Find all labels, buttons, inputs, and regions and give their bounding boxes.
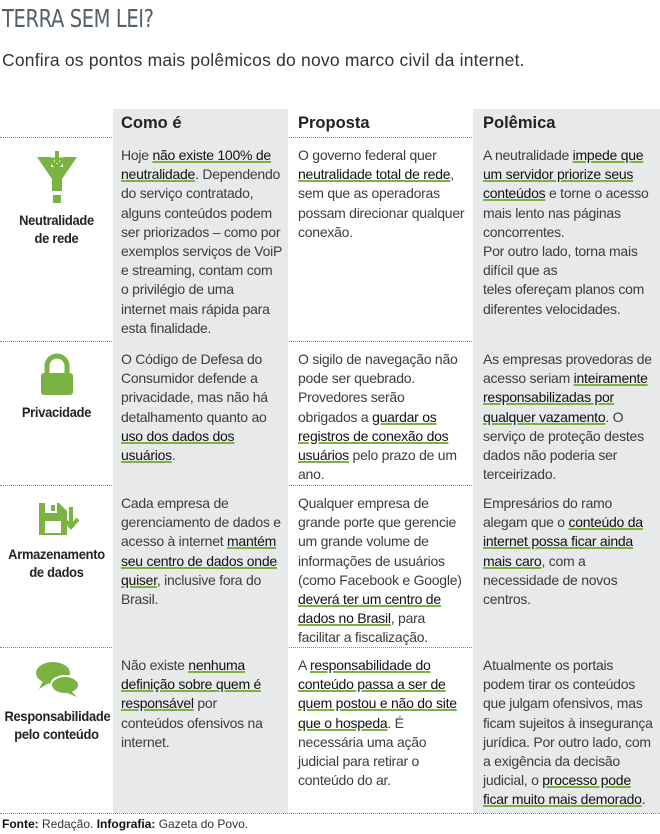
- category-label: pelo conteúdo: [14, 726, 99, 742]
- cell-proposta: [292, 647, 469, 813]
- cell-proposta: [292, 137, 469, 341]
- category-armazenamento: [0, 499, 113, 581]
- highlighted-text: inteiramente responsabilizadas por qualquer vazamento: [483, 370, 648, 425]
- highlighted-text: uso dos dados dos usuários: [121, 427, 235, 464]
- cell-text: pelo prazo de um ano.: [298, 447, 457, 483]
- table-row-responsabilidade: [0, 647, 660, 813]
- highlighted-text: nenhuma definição sobre quem é responsável: [121, 657, 262, 712]
- cell-como-e: [113, 341, 288, 485]
- column-header-como-e: Como é: [113, 109, 288, 137]
- cell-polemica: [473, 137, 660, 341]
- cell-text: A neutralidade: [483, 147, 573, 163]
- category-label: de rede: [34, 230, 79, 246]
- cell-text: Atualmente os portais podem tirar os conteúdos que julgam ofensivos, mas ficam sujeitos à insegurança jurídica. Por outro lado, com a exigência da decisão judicial, o: [483, 657, 653, 789]
- highlighted-text: guardar os registros de conexão dos usuários: [298, 408, 449, 464]
- column-header-polemica: Polêmica: [473, 109, 660, 137]
- category-label: Armazenamento: [8, 546, 105, 562]
- cell-text: O sigilo de navegação não pode ser quebrado. Provedores serão obrigados a: [298, 351, 458, 425]
- cell-text: . O serviço de proteção destes dados não poderia ser terceirizado.: [483, 408, 644, 483]
- cell-como-e: [113, 485, 288, 647]
- cell-text: Por outro lado, torna mais difícil que as: [483, 243, 638, 279]
- table-row-neutralidade: [0, 137, 660, 341]
- cell-text: Cada empresa de gerenciamento de dados e acesso à internet: [121, 495, 281, 550]
- cell-text: e torne o acesso mais lento nas páginas concorrentes.: [483, 185, 649, 240]
- cell-como-e: [113, 647, 288, 813]
- cell-text: , inclusive fora do Brasil.: [121, 571, 262, 608]
- cell-como-e: [113, 137, 288, 341]
- cell-text: .: [171, 447, 176, 464]
- highlighted-text: neutralidade total de rede: [298, 166, 451, 183]
- row-divider: [0, 813, 660, 814]
- highlighted-text: processo pode ficar muito mais demorado: [483, 772, 642, 808]
- cell-text: Não existe: [121, 657, 189, 673]
- table-row-armazenamento: [0, 485, 660, 647]
- cell-text: .: [641, 791, 646, 808]
- cell-text: As empresas provedoras de acesso seriam: [483, 351, 652, 387]
- page-subtitle: Confira os pontos mais polêmicos do novo marco civil da internet.: [2, 50, 525, 70]
- cell-text: , para facilitar a fiscalização.: [298, 610, 428, 646]
- footer-credits: [2, 817, 248, 831]
- source-value: Redação.: [38, 817, 97, 831]
- highlighted-text: responsabilidade do conteúdo passa a ser de quem postou e não do site que o hospeda: [298, 657, 457, 731]
- highlighted-text: deverá ter um centro de dados no Brasil: [298, 591, 441, 627]
- cell-polemica: [473, 485, 660, 647]
- cell-text: O governo federal quer: [298, 147, 437, 163]
- source-label: Fonte:: [2, 817, 39, 831]
- credit-value: Gazeta do Povo.: [155, 817, 249, 831]
- table-bottom-edge: [0, 813, 660, 814]
- category-label: Privacidade: [21, 404, 92, 420]
- category-label: Responsabilidade: [4, 708, 111, 724]
- cell-text: A: [298, 657, 310, 673]
- cell-text: , com a necessidade de novos centros.: [483, 552, 618, 608]
- credit-label: Infografia:: [96, 817, 156, 831]
- speech-bubbles-icon: [33, 659, 81, 699]
- category-neutralidade: [0, 149, 113, 247]
- cell-text: . Dependendo do serviço contratado, alguns conteúdos podem ser priorizados – como por exemplos serviços de VoiP e streaming, contam com o privilégio de uma internet mais rápida para esta finalidade.: [121, 166, 282, 336]
- cell-proposta: [292, 485, 469, 647]
- highlighted-text: mantém seu centro de dados onde quiser: [121, 533, 277, 588]
- cell-text: , sem que as operadoras possam direcionar qualquer conexão.: [298, 166, 465, 240]
- funnel-icon: [35, 149, 79, 209]
- column-header-proposta: Proposta: [298, 114, 370, 132]
- highlighted-text: não existe 100% de neutralidade: [121, 147, 271, 183]
- highlighted-text: impede que um servidor priorize seus conteúdos: [483, 147, 644, 202]
- cell-text: O Código de Defesa do Consumidor defende a privacidade, mas não há detalhamento quanto ao: [121, 351, 268, 425]
- cell-polemica: [473, 341, 660, 485]
- cell-text: Qualquer empresa de grande porte que gerencie um grande volume de informações de usuários (como Facebook e Google): [298, 495, 462, 588]
- cell-text: Hoje: [121, 147, 153, 163]
- table-row-privacidade: [0, 341, 660, 485]
- category-privacidade: [0, 353, 113, 421]
- cell-text: por conteúdos ofensivos na internet.: [121, 695, 263, 750]
- category-responsabilidade: [0, 659, 113, 743]
- lock-icon: [35, 353, 79, 397]
- cell-text: . É necessária uma ação judicial para retirar o conteúdo do ar.: [298, 714, 427, 789]
- cell-proposta: [292, 341, 469, 485]
- storage-download-icon: [35, 499, 79, 539]
- category-label: de dados: [29, 564, 84, 580]
- cell-text: teles ofereçam planos com diferentes velocidades.: [483, 281, 645, 317]
- cell-polemica: [473, 647, 660, 813]
- page-title: TERRA SEM LEI?: [2, 4, 154, 33]
- cell-text: Empresários do ramo alegam que o: [483, 495, 613, 531]
- category-label: Neutralidade: [19, 212, 94, 228]
- highlighted-text: conteúdo da internet possa ficar ainda mais caro: [483, 514, 643, 569]
